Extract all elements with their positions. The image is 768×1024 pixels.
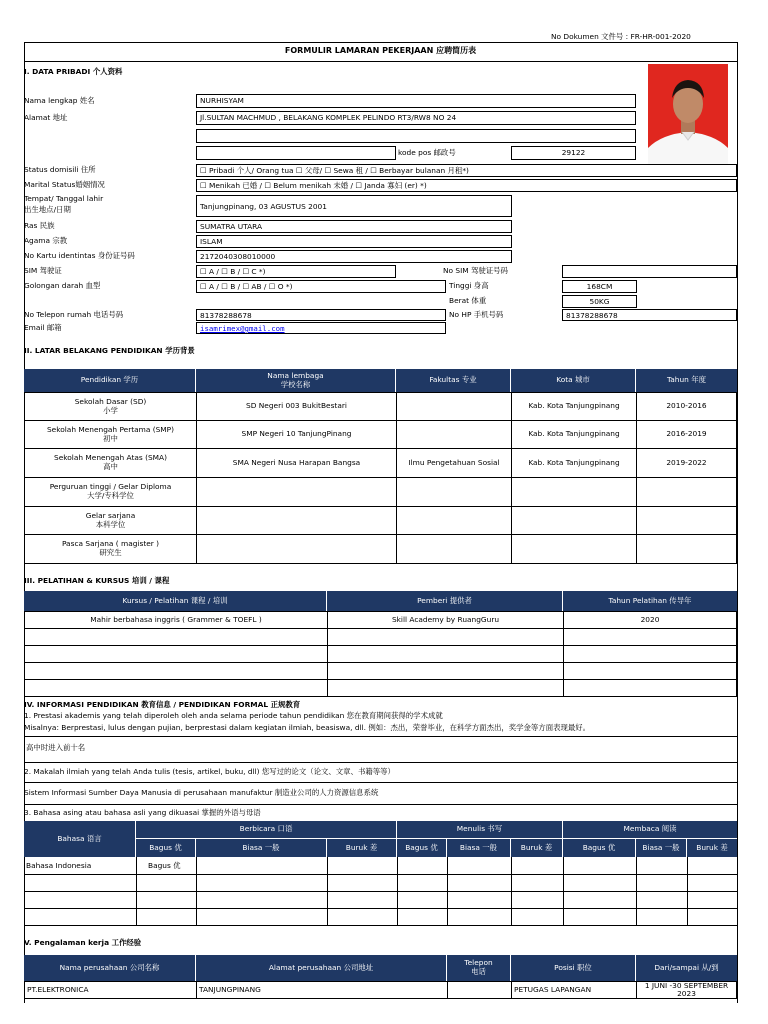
field-berat[interactable]: 50KG <box>562 295 637 308</box>
field-alamat-line-2[interactable] <box>196 129 636 143</box>
lang-sub-good: Bagus 优 <box>397 839 447 857</box>
label-status-domisili: Status domisili 住所 <box>24 165 96 174</box>
edu-year[interactable] <box>636 477 737 507</box>
exp-header-address: Alamat perusahaan 公司地址 <box>196 955 447 981</box>
label-nama: Nama lengkap 姓名 <box>24 96 95 105</box>
label-no-sim: No SIM 驾驶证号码 <box>443 266 508 275</box>
training-provider[interactable] <box>327 645 564 663</box>
label-alamat: Alamat 地址 <box>24 113 68 122</box>
field-tinggi[interactable]: 168CM <box>562 280 637 293</box>
label-sim: SIM 驾驶证 <box>24 266 62 275</box>
training-provider[interactable] <box>327 628 564 646</box>
divider <box>24 736 737 737</box>
label-ttl-cn: 出生地点/日期 <box>24 205 71 214</box>
document-number: No Dokumen 文件号 : FR-HR-001-2020 <box>551 32 691 41</box>
lang-sub-average: Biasa 一般 <box>196 839 327 857</box>
top-border <box>24 42 737 43</box>
field-marital[interactable]: ☐ Menikah 已婚 / ☐ Belum menikah 未婚 / ☐ Janda 寡妇 (er) *) <box>196 179 737 192</box>
exp-address[interactable]: TANJUNGPINANG <box>196 981 448 999</box>
language-speak-good[interactable]: Bagus 优 <box>148 861 181 870</box>
row-line <box>24 874 737 875</box>
training-header-year: Tahun Pelatihan 传导年 <box>563 591 737 611</box>
label-tinggi: Tinggi 身高 <box>449 281 489 290</box>
field-email[interactable] <box>196 322 446 334</box>
lang-sub-poor: Buruk 差 <box>511 839 563 857</box>
edu-city[interactable] <box>511 534 637 564</box>
training-year[interactable] <box>563 645 737 663</box>
edu-level: Sekolah Menengah Atas (SMA) 高中 <box>24 448 197 478</box>
label-telepon: No Telepon rumah 电话号码 <box>24 310 124 319</box>
edu-level: Gelar sarjana 本科学位 <box>24 506 197 535</box>
edu-year[interactable] <box>636 534 737 564</box>
training-year[interactable] <box>563 679 737 697</box>
field-ttl[interactable]: Tanjungpinang, 03 AGUSTUS 2001 <box>196 195 512 217</box>
col-line <box>447 857 448 925</box>
lang-header-speaking: Berbicara 口语 <box>136 821 397 839</box>
training-course[interactable] <box>24 645 328 663</box>
training-header-provider: Pemberi 提供者 <box>327 591 563 611</box>
lang-sub-poor: Buruk 差 <box>327 839 397 857</box>
section-2-title: II. LATAR BELAKANG PENDIDIKAN 学历背景 <box>24 346 195 355</box>
edu-name[interactable]: SMA Negeri Nusa Harapan Bangsa <box>196 448 397 478</box>
label-kode-pos: kode pos 邮政号 <box>398 148 456 157</box>
exp-header-company: Nama perusahaan 公司名称 <box>24 955 196 981</box>
col-line <box>563 857 564 925</box>
field-status-domisili[interactable]: ☐ Pribadi 个人/ Orang tua ☐ 父母/ ☐ Sewa 租 / ☐ Berbayar bulanan 月租*) <box>196 164 737 177</box>
edu-faculty[interactable] <box>396 534 512 564</box>
edu-faculty[interactable]: Ilmu Pengetahuan Sosial <box>396 448 512 478</box>
col-line <box>327 857 328 925</box>
edu-faculty[interactable] <box>396 477 512 507</box>
label-ktp: No Kartu identintas 身份证号码 <box>24 251 135 260</box>
edu-header-faculty: Fakultas 专业 <box>396 369 511 392</box>
applicant-photo <box>648 64 728 164</box>
training-year[interactable] <box>563 628 737 646</box>
field-agama[interactable]: ISLAM <box>196 235 512 248</box>
question-1: 1. Prestasi akademis yang telah diperoleh oleh anda selama periode tahun pendidikan 您在教育期间获得的学术成就 <box>24 711 443 720</box>
section-3-title: III. PELATIHAN & KURSUS 培训 / 课程 <box>24 576 170 585</box>
answer-1[interactable]: 高中时进入前十名 <box>26 743 86 752</box>
answer-2[interactable]: Sistem Informasi Sumber Daya Manusia di perusahaan manufaktur 制造业公司的人力资源信息系统 <box>24 788 379 797</box>
divider <box>24 804 737 805</box>
form-title: FORMULIR LAMARAN PEKERJAAN 应聘简历表 <box>284 46 477 55</box>
field-alamat[interactable]: Jl.SULTAN MACHMUD , BELAKANG KOMPLEK PELINDO RT3/RW8 NO 24 <box>196 111 636 125</box>
section-1-title: I. DATA PRIBADI 个人资料 <box>24 67 123 76</box>
exp-period[interactable]: 1 JUNI -30 SEPTEMBER 2023 <box>636 981 737 999</box>
col-line <box>397 857 398 925</box>
row-line <box>24 925 737 926</box>
exp-position[interactable]: PETUGAS LAPANGAN <box>511 981 637 999</box>
lang-header-language: Bahasa 语言 <box>24 821 136 857</box>
edu-name[interactable] <box>196 506 397 535</box>
col-line <box>196 857 197 925</box>
edu-city[interactable] <box>511 506 637 535</box>
training-year[interactable] <box>563 662 737 680</box>
training-provider[interactable] <box>327 679 564 697</box>
exp-phone[interactable] <box>447 981 512 999</box>
language-name[interactable]: Bahasa Indonesia <box>26 861 92 870</box>
col-line <box>687 857 688 925</box>
divider <box>24 762 737 763</box>
edu-faculty[interactable] <box>396 420 512 449</box>
field-golongan[interactable]: ☐ A / ☐ B / ☐ AB / ☐ O *) <box>196 280 446 293</box>
edu-year[interactable]: 2019-2022 <box>636 448 737 478</box>
field-ras[interactable]: SUMATRA UTARA <box>196 220 512 233</box>
edu-name[interactable]: SMP Negeri 10 TanjungPinang <box>196 420 397 449</box>
question-1-example: Misalnya: Berprestasi, lulus dengan pujian, berprestasi dalam kegiatan ilmiah, beasiswa, dll. 例如：杰出，荣誉毕业，在科学方面杰出，奖学金等方面表现最好。 <box>24 723 591 732</box>
edu-name[interactable]: SD Negeri 003 BukitBestari <box>196 392 397 421</box>
training-course[interactable]: Mahir berbahasa inggris ( Grammer & TOEFL ) <box>24 611 328 629</box>
row-line <box>24 908 737 909</box>
title-divider <box>24 61 737 62</box>
divider <box>24 782 737 783</box>
field-hp[interactable]: 81378288678 <box>562 309 737 321</box>
lang-sub-average: Biasa 一般 <box>636 839 687 857</box>
lang-sub-poor: Buruk 差 <box>687 839 737 857</box>
lang-sub-average: Biasa 一般 <box>447 839 511 857</box>
edu-year[interactable]: 2010-2016 <box>636 392 737 421</box>
field-no-sim[interactable] <box>562 265 737 278</box>
label-marital: Marital Status婚姻情况 <box>24 180 105 189</box>
edu-name[interactable] <box>196 477 397 507</box>
training-course[interactable] <box>24 679 328 697</box>
lang-sub-good: Bagus 优 <box>563 839 636 857</box>
training-year[interactable]: 2020 <box>563 611 737 629</box>
edu-city[interactable]: Kab. Kota Tanjungpinang <box>511 448 637 478</box>
exp-header-phone: Telepon 电话 <box>447 955 511 981</box>
edu-level: Sekolah Menengah Pertama (SMP) 初中 <box>24 420 197 449</box>
lang-header-writing: Menulis 书写 <box>397 821 563 839</box>
exp-header-position: Posisi 职位 <box>511 955 636 981</box>
edu-header-year: Tahun 年度 <box>636 369 737 392</box>
field-sim[interactable]: ☐ A / ☐ B / ☐ C *) <box>196 265 396 278</box>
edu-city[interactable] <box>511 477 637 507</box>
edu-name[interactable] <box>196 534 397 564</box>
label-ras: Ras 民族 <box>24 221 55 230</box>
edu-faculty[interactable] <box>396 506 512 535</box>
edu-header-city: Kota 城市 <box>511 369 636 392</box>
label-hp: No HP 手机号码 <box>449 310 504 319</box>
col-line <box>136 857 137 925</box>
field-ktp[interactable]: 2172040308010000 <box>196 250 512 263</box>
edu-header-level: Pendidikan 学历 <box>24 369 196 392</box>
col-line <box>511 857 512 925</box>
field-kode-pos[interactable]: 29122 <box>511 146 636 160</box>
training-header-course: Kursus / Pelatihan 课程 / 培训 <box>24 591 327 611</box>
label-ttl: Tempat/ Tanggal lahir <box>24 194 104 203</box>
label-berat: Berat 体重 <box>449 296 487 305</box>
email-link[interactable]: isamrimex@gmail.com <box>200 324 285 333</box>
section-5-title: V. Pengalaman kerja 工作经验 <box>24 938 142 947</box>
label-email: Email 邮箱 <box>24 323 62 332</box>
training-course[interactable] <box>24 662 328 680</box>
lang-header-reading: Membaca 阅读 <box>563 821 737 839</box>
label-golongan: Golongan darah 血型 <box>24 281 101 290</box>
right-border <box>737 42 738 1003</box>
edu-level: Sekolah Dasar (SD) 小学 <box>24 392 197 421</box>
training-course[interactable] <box>24 628 328 646</box>
row-line <box>24 891 737 892</box>
field-alamat-line-3[interactable] <box>196 146 396 160</box>
edu-city[interactable]: Kab. Kota Tanjungpinang <box>511 420 637 449</box>
edu-city[interactable]: Kab. Kota Tanjungpinang <box>511 392 637 421</box>
exp-header-period: Dari/sampai 从/到 <box>636 955 737 981</box>
exp-company[interactable]: PT.ELEKTRONICA <box>24 981 197 999</box>
label-agama: Agama 宗教 <box>24 236 68 245</box>
question-3: 3. Bahasa asing atau bahasa asli yang dikuasai 掌握的外语与母语 <box>24 808 261 817</box>
col-line <box>636 857 637 925</box>
edu-level: Pasca Sarjana ( magister ) 研究生 <box>24 534 197 564</box>
edu-year[interactable]: 2016-2019 <box>636 420 737 449</box>
question-2: 2. Makalah ilmiah yang telah Anda tulis (tesis, artikel, buku, dll) 您写过的论文（论文、文章、书籍等等） <box>24 767 395 776</box>
edu-header-name: Nama lembaga 学校名称 <box>196 369 396 392</box>
edu-year[interactable] <box>636 506 737 535</box>
training-provider[interactable]: Skill Academy by RuangGuru <box>327 611 564 629</box>
field-telepon[interactable]: 81378288678 <box>196 309 446 321</box>
training-provider[interactable] <box>327 662 564 680</box>
edu-faculty[interactable] <box>396 392 512 421</box>
lang-sub-good: Bagus 优 <box>136 839 196 857</box>
edu-level: Perguruan tinggi / Gelar Diploma 大学/专科学位 <box>24 477 197 507</box>
field-nama[interactable]: NURHISYAM <box>196 94 636 108</box>
section-4-title: IV. INFORMASI PENDIDIKAN 教育信息 / PENDIDIKAN FORMAL 正规教育 <box>24 700 301 709</box>
